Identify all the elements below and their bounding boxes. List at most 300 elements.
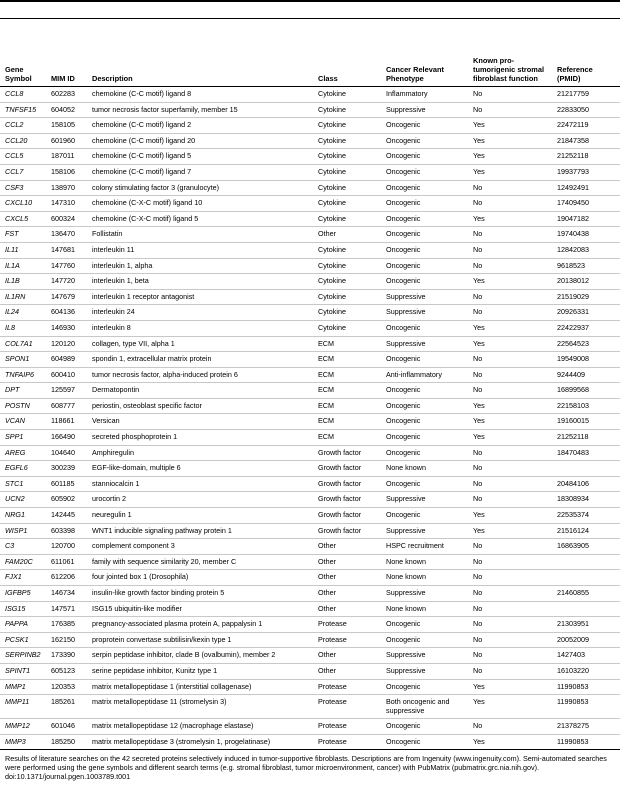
phenotype-cell: Suppressive [381,336,468,352]
table-row [0,539,620,555]
description-cell: chemokine (C-X-C motif) ligand 10 [87,196,313,212]
gene-symbol-cell: IL1B [0,274,46,290]
phenotype-cell: Oncogenic [381,445,468,461]
class-cell: Other [313,227,381,243]
fibroblast-function-cell: No [468,289,552,305]
phenotype-cell: Suppressive [381,648,468,664]
gene-symbol-cell: C3 [0,539,46,555]
table-row [0,476,620,492]
mim-id-cell: 120353 [46,679,87,695]
class-cell: Cytokine [313,102,381,118]
gene-symbol-cell: CXCL10 [0,196,46,212]
fibroblast-function-cell: No [468,586,552,602]
reference-cell [552,461,620,477]
class-cell: Cytokine [313,289,381,305]
reference-cell: 11990853 [552,695,620,719]
fibroblast-function-cell: No [468,227,552,243]
table-row [0,445,620,461]
description-cell: ISG15 ubiquitin-like modifier [87,601,313,617]
phenotype-cell: Oncogenic [381,164,468,180]
table-row [0,320,620,336]
description-cell: chemokine (C-C motif) ligand 2 [87,118,313,134]
fibroblast-function-cell: No [468,554,552,570]
table-row [0,601,620,617]
mim-id-cell: 612206 [46,570,87,586]
gene-symbol-cell: TNFSF15 [0,102,46,118]
phenotype-cell: Oncogenic [381,258,468,274]
reference-cell: 1427403 [552,648,620,664]
footnote-text: Results of literature searches on the 42 secreted proteins selectively induced in tumor-supportive fibroblasts. Descriptions are from Ingenuity (www.ingenuity.com). Semi-automated searches were performed using the gene symbols and different search terms (e.g. stromal fibroblast, tumor microenvironment, cancer) with PubMatrix (pubmatrix.grc.nia.nih.gov). [5,754,607,773]
mim-id-cell: 147679 [46,289,87,305]
gene-symbol-cell: SPP1 [0,430,46,446]
reference-cell: 16899568 [552,383,620,399]
table-row [0,258,620,274]
mim-id-cell: 605123 [46,663,87,679]
table-row [0,679,620,695]
mim-id-cell: 147571 [46,601,87,617]
reference-cell: 21378275 [552,719,620,735]
reference-cell: 21217759 [552,87,620,103]
secreted-proteins-table [0,19,620,750]
description-cell: complement component 3 [87,539,313,555]
reference-cell: 21303951 [552,617,620,633]
table-row [0,632,620,648]
phenotype-cell: None known [381,461,468,477]
reference-cell: 21460855 [552,586,620,602]
table-row [0,180,620,196]
fibroblast-function-cell: Yes [468,336,552,352]
mim-id-cell: 185261 [46,695,87,719]
mim-id-cell: 147310 [46,196,87,212]
phenotype-cell: Oncogenic [381,383,468,399]
class-cell: ECM [313,336,381,352]
phenotype-cell: Oncogenic [381,242,468,258]
mim-id-cell: 601046 [46,719,87,735]
description-cell: interleukin 1, beta [87,274,313,290]
phenotype-cell: None known [381,570,468,586]
phenotype-cell: None known [381,554,468,570]
table-row [0,196,620,212]
reference-cell: 11990853 [552,679,620,695]
fibroblast-function-cell: Yes [468,398,552,414]
gene-symbol-cell: EGFL6 [0,461,46,477]
reference-cell [552,601,620,617]
mim-id-cell: 604989 [46,352,87,368]
phenotype-cell: Oncogenic [381,632,468,648]
fibroblast-function-cell: No [468,367,552,383]
fibroblast-function-cell: No [468,492,552,508]
reference-cell: 20926331 [552,305,620,321]
reference-cell: 22833050 [552,102,620,118]
phenotype-cell: Suppressive [381,586,468,602]
gene-symbol-cell: UCN2 [0,492,46,508]
fibroblast-function-cell: No [468,305,552,321]
reference-cell: 17409450 [552,196,620,212]
gene-symbol-cell: CXCL5 [0,211,46,227]
gene-symbol-cell: STC1 [0,476,46,492]
description-cell: neuregulin 1 [87,508,313,524]
gene-symbol-cell: IL1A [0,258,46,274]
reference-cell: 20138012 [552,274,620,290]
gene-symbol-cell: TNFAIP6 [0,367,46,383]
phenotype-cell: Oncogenic [381,508,468,524]
gene-symbol-cell: NRG1 [0,508,46,524]
fibroblast-function-cell: No [468,352,552,368]
gene-symbol-cell: MMP11 [0,695,46,719]
reference-cell [552,570,620,586]
phenotype-cell: Suppressive [381,289,468,305]
mim-id-cell: 611061 [46,554,87,570]
phenotype-cell: Suppressive [381,305,468,321]
mim-id-cell: 147681 [46,242,87,258]
class-cell: Other [313,601,381,617]
reference-cell: 19937793 [552,164,620,180]
class-cell: Protease [313,679,381,695]
phenotype-cell: None known [381,601,468,617]
gene-symbol-cell: MMP12 [0,719,46,735]
table-row [0,211,620,227]
fibroblast-function-cell: No [468,180,552,196]
class-cell: Other [313,539,381,555]
mim-id-cell: 158106 [46,164,87,180]
phenotype-cell: Anti-inflammatory [381,367,468,383]
description-cell: tumor necrosis factor superfamily, member 15 [87,102,313,118]
header-fibroblast-function: Known pro-tumorigenic stromal fibroblast function [468,19,552,87]
table-row [0,430,620,446]
table-row [0,648,620,664]
table-row [0,570,620,586]
gene-symbol-cell: COL7A1 [0,336,46,352]
fibroblast-function-cell: Yes [468,133,552,149]
description-cell: Versican [87,414,313,430]
table-footnote [5,754,617,782]
table-row [0,227,620,243]
gene-symbol-cell: CCL5 [0,149,46,165]
header-row [0,19,620,87]
description-cell: EGF-like-domain, multiple 6 [87,461,313,477]
class-cell: Growth factor [313,445,381,461]
phenotype-cell: Oncogenic [381,196,468,212]
description-cell: collagen, type VII, alpha 1 [87,336,313,352]
fibroblast-function-cell: No [468,258,552,274]
phenotype-cell: Suppressive [381,492,468,508]
reference-cell: 20484106 [552,476,620,492]
reference-cell: 19549008 [552,352,620,368]
gene-symbol-cell: CCL2 [0,118,46,134]
mim-id-cell: 142445 [46,508,87,524]
phenotype-cell: Oncogenic [381,719,468,735]
header-class: Class [313,19,381,87]
reference-cell: 22422937 [552,320,620,336]
fibroblast-function-cell: No [468,570,552,586]
reference-cell: 22535374 [552,508,620,524]
table-row [0,414,620,430]
reference-cell: 21519029 [552,289,620,305]
class-cell: ECM [313,367,381,383]
mim-id-cell: 608777 [46,398,87,414]
description-cell: matrix metallopeptidase 12 (macrophage elastase) [87,719,313,735]
class-cell: ECM [313,398,381,414]
gene-symbol-cell: MMP1 [0,679,46,695]
gene-symbol-cell: MMP3 [0,734,46,750]
mim-id-cell: 603398 [46,523,87,539]
table-row [0,663,620,679]
gene-symbol-cell: ISG15 [0,601,46,617]
description-cell: WNT1 inducible signaling pathway protein 1 [87,523,313,539]
phenotype-cell: Oncogenic [381,430,468,446]
fibroblast-function-cell: Yes [468,679,552,695]
table-row [0,383,620,399]
table-row [0,149,620,165]
phenotype-cell: Oncogenic [381,734,468,750]
mim-id-cell: 173390 [46,648,87,664]
phenotype-cell: Oncogenic [381,211,468,227]
reference-cell: 12492491 [552,180,620,196]
reference-cell: 20052009 [552,632,620,648]
description-cell: chemokine (C-C motif) ligand 7 [87,164,313,180]
fibroblast-function-cell: Yes [468,149,552,165]
reference-cell: 9618523 [552,258,620,274]
table-row [0,734,620,750]
gene-symbol-cell: SPINT1 [0,663,46,679]
fibroblast-function-cell: No [468,87,552,103]
reference-cell: 19160015 [552,414,620,430]
mim-id-cell: 146930 [46,320,87,336]
fibroblast-function-cell: No [468,461,552,477]
fibroblast-function-cell: Yes [468,414,552,430]
table-row [0,461,620,477]
mim-id-cell: 605902 [46,492,87,508]
fibroblast-function-cell: No [468,648,552,664]
gene-symbol-cell: SPON1 [0,352,46,368]
class-cell: Cytokine [313,320,381,336]
gene-symbol-cell: IGFBP5 [0,586,46,602]
class-cell: Cytokine [313,133,381,149]
table-row [0,367,620,383]
table-row [0,305,620,321]
mim-id-cell: 104640 [46,445,87,461]
gene-symbol-cell: PCSK1 [0,632,46,648]
gene-symbol-cell: FAM20C [0,554,46,570]
gene-symbol-cell: CCL7 [0,164,46,180]
table-row [0,102,620,118]
gene-symbol-cell: IL1RN [0,289,46,305]
mim-id-cell: 138970 [46,180,87,196]
description-cell: spondin 1, extracellular matrix protein [87,352,313,368]
class-cell: Cytokine [313,87,381,103]
mim-id-cell: 187011 [46,149,87,165]
mim-id-cell: 176385 [46,617,87,633]
phenotype-cell: Oncogenic [381,476,468,492]
mim-id-cell: 120120 [46,336,87,352]
class-cell: Growth factor [313,508,381,524]
gene-symbol-cell: CCL20 [0,133,46,149]
class-cell: Protease [313,632,381,648]
description-cell: stanniocalcin 1 [87,476,313,492]
table-row [0,336,620,352]
description-cell: Amphiregulin [87,445,313,461]
description-cell: Follistatin [87,227,313,243]
phenotype-cell: Oncogenic [381,133,468,149]
class-cell: Other [313,648,381,664]
reference-cell: 19740438 [552,227,620,243]
fibroblast-function-cell: Yes [468,118,552,134]
table-row [0,617,620,633]
class-cell: ECM [313,352,381,368]
phenotype-cell: Suppressive [381,523,468,539]
table-row [0,242,620,258]
class-cell: Growth factor [313,476,381,492]
gene-symbol-cell: POSTN [0,398,46,414]
class-cell: Protease [313,695,381,719]
table-row [0,398,620,414]
mim-id-cell: 604052 [46,102,87,118]
class-cell: Other [313,586,381,602]
mim-id-cell: 600324 [46,211,87,227]
description-cell: matrix metallopeptidase 11 (stromelysin 3) [87,695,313,719]
fibroblast-function-cell: Yes [468,164,552,180]
class-cell: Protease [313,617,381,633]
mim-id-cell: 601185 [46,476,87,492]
description-cell: four jointed box 1 (Drosophila) [87,570,313,586]
reference-cell [552,554,620,570]
description-cell: interleukin 1 receptor antagonist [87,289,313,305]
class-cell: Other [313,663,381,679]
class-cell: Cytokine [313,242,381,258]
class-cell: ECM [313,383,381,399]
description-cell: serpin peptidase inhibitor, clade B (ovalbumin), member 2 [87,648,313,664]
class-cell: Cytokine [313,149,381,165]
fibroblast-function-cell: Yes [468,734,552,750]
description-cell: tumor necrosis factor, alpha-induced protein 6 [87,367,313,383]
reference-cell: 9244409 [552,367,620,383]
table-row [0,492,620,508]
class-cell: Protease [313,719,381,735]
table-row [0,586,620,602]
description-cell: matrix metallopeptidase 1 (interstitial collagenase) [87,679,313,695]
mim-id-cell: 158105 [46,118,87,134]
phenotype-cell: Suppressive [381,102,468,118]
gene-symbol-cell: FJX1 [0,570,46,586]
top-border [0,0,620,18]
table-row [0,695,620,719]
gene-symbol-cell: VCAN [0,414,46,430]
class-cell: Growth factor [313,492,381,508]
gene-symbol-cell: WISP1 [0,523,46,539]
mim-id-cell: 185250 [46,734,87,750]
mim-id-cell: 125597 [46,383,87,399]
description-cell: chemokine (C-C motif) ligand 8 [87,87,313,103]
reference-cell: 16103220 [552,663,620,679]
class-cell: Cytokine [313,164,381,180]
gene-symbol-cell: CSF3 [0,180,46,196]
description-cell: chemokine (C-X-C motif) ligand 5 [87,211,313,227]
table-row [0,164,620,180]
class-cell: ECM [313,430,381,446]
class-cell: Growth factor [313,461,381,477]
header-gene-symbol: Gene Symbol [0,19,46,87]
gene-symbol-cell: IL24 [0,305,46,321]
reference-cell: 21252118 [552,149,620,165]
mim-id-cell: 300239 [46,461,87,477]
header-phenotype: Cancer Relevant Phenotype [381,19,468,87]
description-cell: interleukin 1, alpha [87,258,313,274]
gene-symbol-cell: IL11 [0,242,46,258]
table-row [0,118,620,134]
mim-id-cell: 162150 [46,632,87,648]
fibroblast-function-cell: Yes [468,430,552,446]
reference-cell: 19047182 [552,211,620,227]
description-cell: interleukin 8 [87,320,313,336]
class-cell: Cytokine [313,211,381,227]
reference-cell: 11990853 [552,734,620,750]
gene-symbol-cell: SERPINB2 [0,648,46,664]
phenotype-cell: Oncogenic [381,414,468,430]
header-reference: Reference (PMID) [552,19,620,87]
header-mim-id: MIM ID [46,19,87,87]
class-cell: ECM [313,414,381,430]
phenotype-cell: Inflammatory [381,87,468,103]
mim-id-cell: 147720 [46,274,87,290]
gene-symbol-cell: FST [0,227,46,243]
table-row [0,289,620,305]
phenotype-cell: Oncogenic [381,180,468,196]
fibroblast-function-cell: No [468,601,552,617]
description-cell: colony stimulating factor 3 (granulocyte) [87,180,313,196]
mim-id-cell: 602283 [46,87,87,103]
gene-symbol-cell: DPT [0,383,46,399]
class-cell: Cytokine [313,196,381,212]
class-cell: Other [313,570,381,586]
phenotype-cell: Oncogenic [381,679,468,695]
table-body [0,87,620,750]
fibroblast-function-cell: No [468,242,552,258]
gene-symbol-cell: CCL8 [0,87,46,103]
class-cell: Protease [313,734,381,750]
class-cell: Cytokine [313,258,381,274]
phenotype-cell: Oncogenic [381,274,468,290]
description-cell: urocortin 2 [87,492,313,508]
description-cell: insulin-like growth factor binding protein 5 [87,586,313,602]
description-cell: interleukin 11 [87,242,313,258]
phenotype-cell: Oncogenic [381,617,468,633]
mim-id-cell: 600410 [46,367,87,383]
phenotype-cell: Oncogenic [381,398,468,414]
mim-id-cell: 118661 [46,414,87,430]
mim-id-cell: 604136 [46,305,87,321]
phenotype-cell: Suppressive [381,663,468,679]
table-row [0,523,620,539]
description-cell: chemokine (C-C motif) ligand 20 [87,133,313,149]
description-cell: serine peptidase inhibitor, Kunitz type 1 [87,663,313,679]
fibroblast-function-cell: No [468,539,552,555]
table-row [0,352,620,368]
table-row [0,719,620,735]
fibroblast-function-cell: No [468,663,552,679]
fibroblast-function-cell: Yes [468,274,552,290]
description-cell: chemokine (C-C motif) ligand 5 [87,149,313,165]
phenotype-cell: Oncogenic [381,227,468,243]
table-row [0,274,620,290]
phenotype-cell: Oncogenic [381,149,468,165]
description-cell: periostin, osteoblast specific factor [87,398,313,414]
description-cell: secreted phosphoprotein 1 [87,430,313,446]
reference-cell: 21252118 [552,430,620,446]
fibroblast-function-cell: No [468,102,552,118]
table-row [0,554,620,570]
reference-cell: 22158103 [552,398,620,414]
header-description: Description [87,19,313,87]
